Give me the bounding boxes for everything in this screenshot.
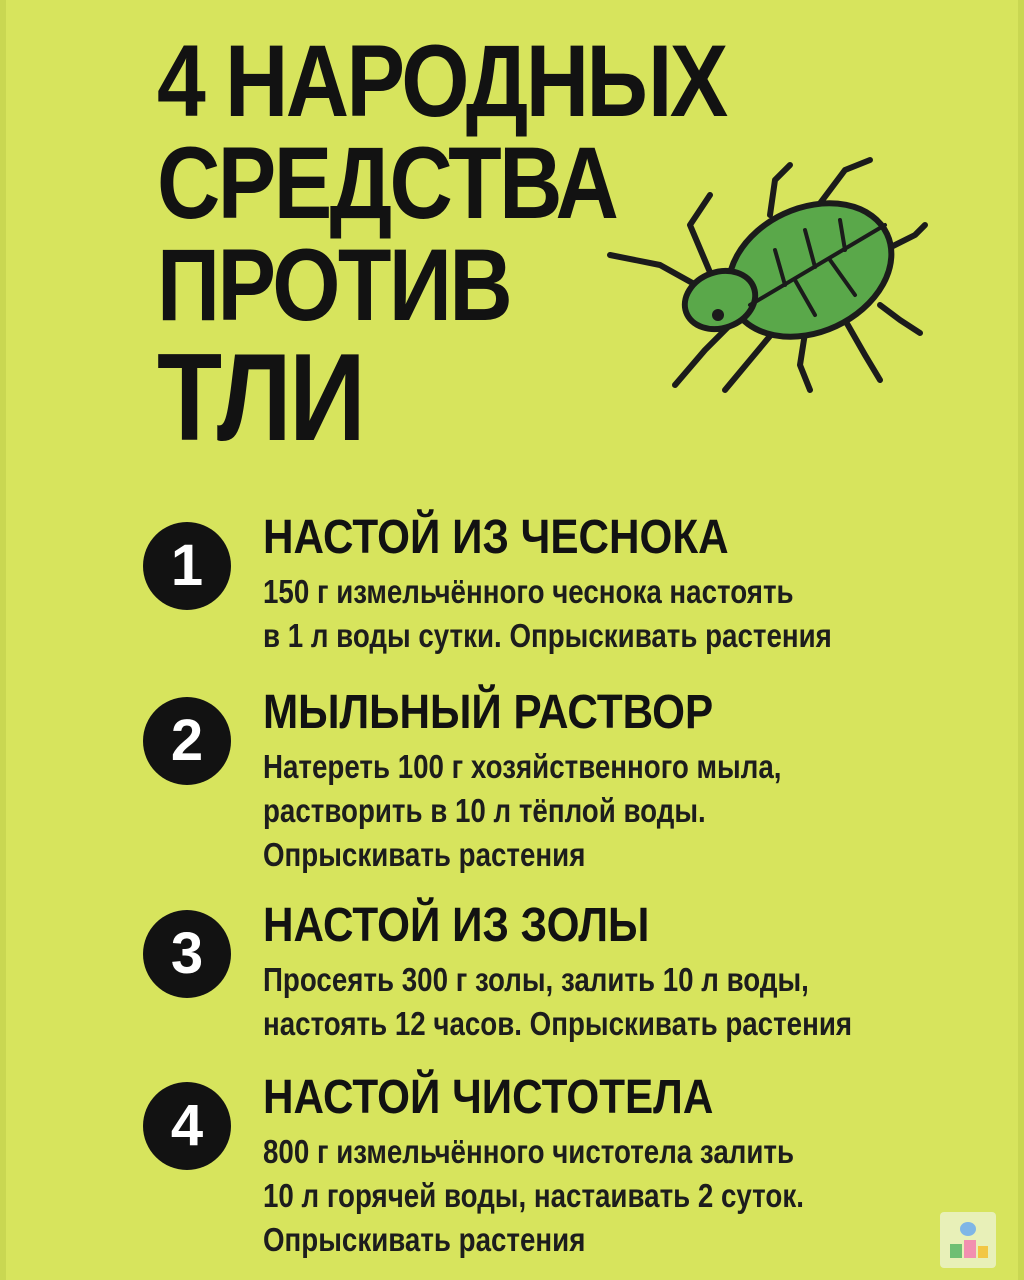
right-border [1018, 0, 1024, 1280]
title-line-2: СРЕДСТВА [157, 126, 617, 240]
remedy-description: 800 г измельчённого чистотела залить 10 л горячей воды, настаивать 2 суток. Опрыскивать растения [263, 1133, 804, 1258]
remedy-description: Натереть 100 г хозяйственного мыла, растворить в 10 л тёплой воды. Опрыскивать растения [263, 748, 782, 873]
remedy-description: Просеять 300 г золы, залить 10 л воды, настоять 12 часов. Опрыскивать растения [263, 961, 853, 1042]
logo-icon [940, 1212, 996, 1268]
remedy-description: 150 г измельчённого чеснока настоять в 1 л воды сутки. Опрыскивать растения [263, 573, 832, 654]
title-line-4: ТЛИ [157, 329, 364, 467]
left-border [0, 0, 6, 1280]
title-line-1: 4 НАРОДНЫХ [157, 24, 726, 138]
number-badge: 4 [143, 1082, 231, 1170]
remedy-heading: НАСТОЙ ИЗ ЗОЛЫ [263, 899, 650, 952]
remedy-heading: НАСТОЙ ЧИСТОТЕЛА [263, 1071, 714, 1124]
remedy-heading: НАСТОЙ ИЗ ЧЕСНОКА [263, 511, 729, 564]
remedy-heading: МЫЛЬНЫЙ РАСТВОР [263, 686, 714, 739]
number-badge: 2 [143, 697, 231, 785]
aphid-icon [600, 155, 930, 395]
title-line-3: ПРОТИВ [157, 228, 511, 342]
number-badge: 1 [143, 522, 231, 610]
number-badge: 3 [143, 910, 231, 998]
